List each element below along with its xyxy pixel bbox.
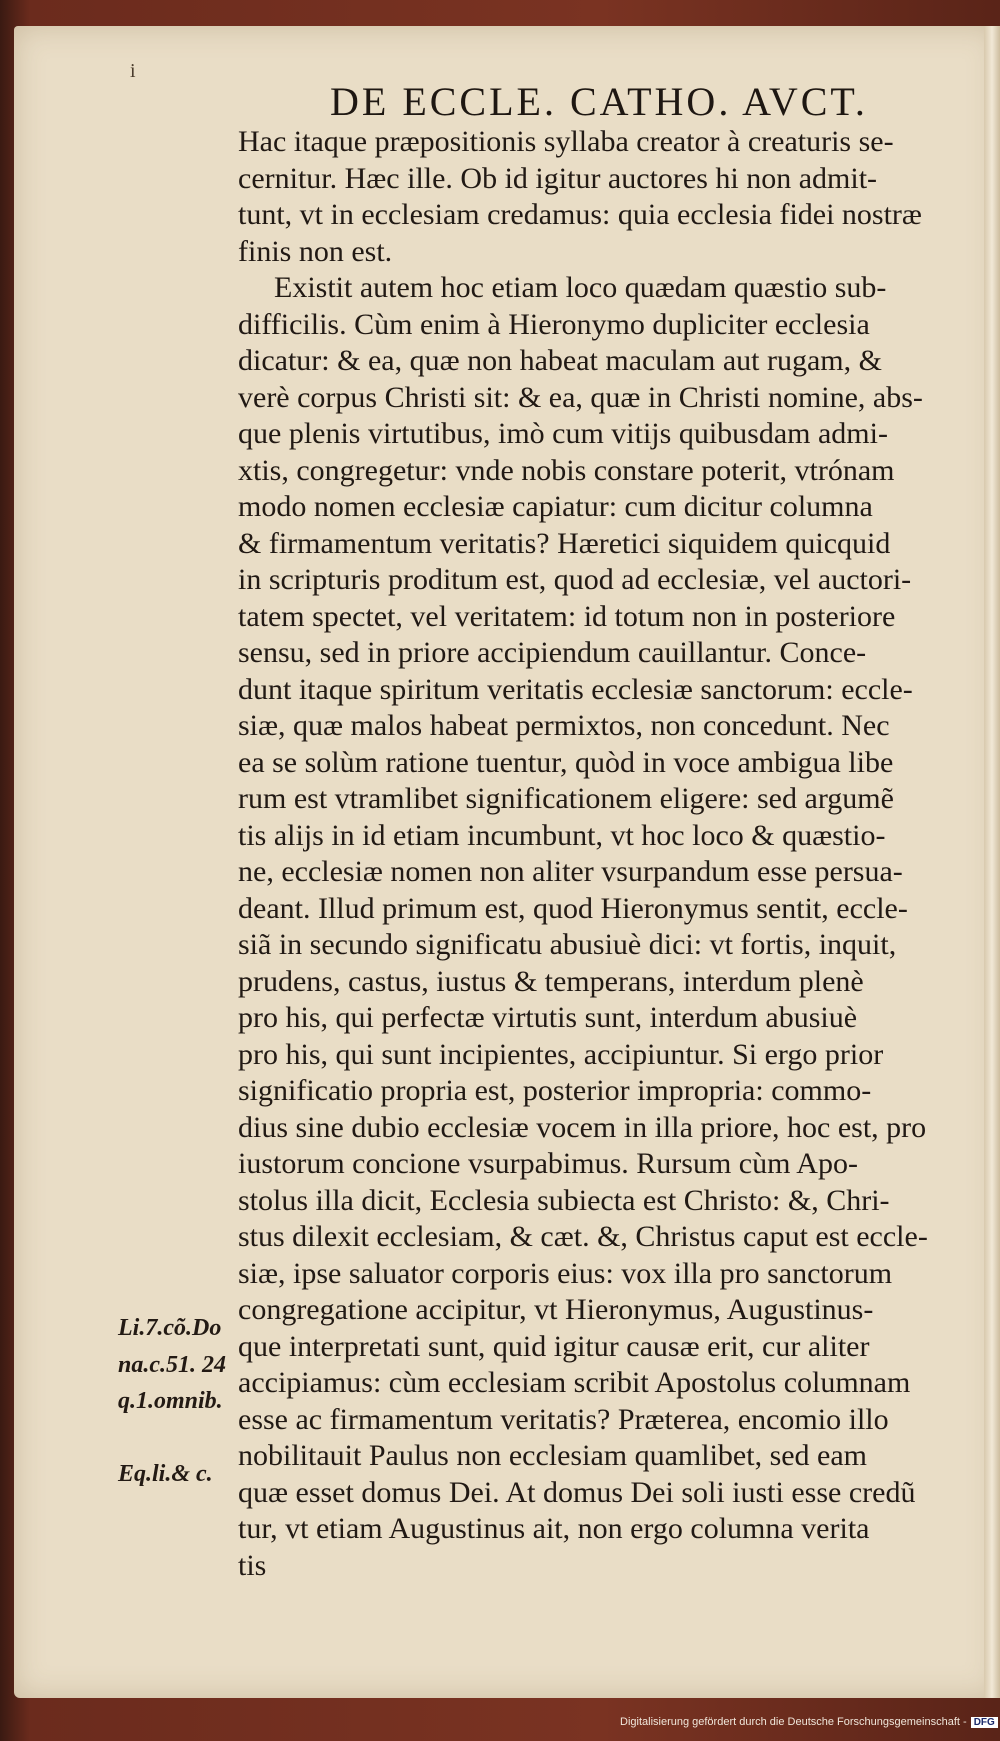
text-line: esse ac firmamentum veritatis? Præterea, encomio illo (238, 1402, 889, 1436)
text-line: dicatur: & ea, quæ non habeat maculam aut rugam, & (238, 344, 882, 377)
text-line: finis non est. (238, 234, 393, 268)
text-line: tatem spectet, vel veritatem: id totum non in posteriore (238, 599, 896, 633)
text-line: tunt, vt in ecclesiam credamus: quia ecclesia fidei nostræ (238, 198, 922, 231)
text-line: tis alijs in id etiam incumbunt, vt hoc loco & quæstio- (238, 818, 886, 852)
text-line: in scripturis proditum est, quod ad ecclesiæ, vel auctori- (238, 563, 912, 596)
text-line: dius sine dubio ecclesiæ vocem in illa priore, hoc est, pro (238, 1110, 927, 1144)
text-line: rum est vtramlibet significationem eligere: sed argumẽ (238, 782, 894, 815)
text-line: pro his, qui perfectæ virtutis sunt, interdum abusiuè (238, 1001, 858, 1034)
body-text (238, 124, 998, 1584)
margin-note: Li.7.cõ.Do (118, 1315, 222, 1341)
text-line: ea se solùm ratione tuentur, quòd in voce ambigua libe (238, 745, 894, 779)
text-line: quæ esset domus Dei. At domus Dei soli iusti esse credũ (238, 1475, 916, 1509)
text-line: iustorum concione vsurpabimus. Rursum cùm Apo- (238, 1147, 858, 1180)
text-line: Hac itaque præpositionis syllaba creator à creaturis se- (238, 125, 894, 158)
text-line: nobilitauit Paulus non ecclesiam quamlibet, sed eam (238, 1439, 868, 1472)
text-line: dunt itaque spiritum veritatis ecclesiæ sanctorum: eccle- (238, 672, 913, 706)
text-line: xtis, congregetur: vnde nobis constare poterit, vtrónam (238, 453, 895, 487)
margin-note (118, 1420, 258, 1457)
text-line: Existit autem hoc etiam loco quædam quæstio sub- (274, 271, 887, 304)
margin-note: q.1.omnib. (118, 1388, 223, 1414)
text-line: que plenis virtutibus, imò cum vitijs quibusdam admi- (238, 417, 888, 450)
text-line: ne, ecclesiæ nomen non aliter vsurpandum esse persua- (238, 855, 903, 888)
text-line: cernitur. Hæc ille. Ob id igitur auctores hi non admit- (238, 161, 878, 195)
margin-notes (118, 1310, 258, 1493)
text-line: & firmamentum veritatis? Hæretici siquidem quicquid (238, 526, 891, 560)
text-line: verè corpus Christi sit: & ea, quæ in Christi nomine, abs- (238, 380, 923, 414)
text-line: que interpretati sunt, quid igitur causæ erit, cur aliter (238, 1329, 870, 1363)
digitization-footer (620, 1716, 995, 1728)
margin-note: na.c.51. 24 (118, 1351, 226, 1378)
text-line: accipiamus: cùm ecclesiam scribit Apostolus columnam (238, 1366, 911, 1399)
text-line: pro his, qui sunt incipientes, accipiuntur. Si ergo prior (238, 1037, 884, 1071)
text-line: tur, vt etiam Augustinus ait, non ergo columna verita (238, 1512, 870, 1545)
margin-note: Eq.li.& c. (118, 1461, 213, 1487)
text-line: siæ, ipse saluator corporis eius: vox illa pro sanctorum (238, 1256, 893, 1290)
text-line: congregatione accipitur, vt Hieronymus, Augustinus- (238, 1293, 874, 1326)
footer-text: Digitalisierung gefördert durch die Deutsche Forschungsgemeinschaft - (620, 1716, 967, 1728)
dfg-logo: DFG (971, 1717, 998, 1728)
corner-mark: i (130, 60, 136, 82)
text-line: sensu, sed in priore accipiendum cauillantur. Conce- (238, 636, 867, 669)
text-line: modo nomen ecclesiæ capiatur: cum dicitur columna (238, 490, 873, 523)
text-line: siæ, quæ malos habeat permixtos, non concedunt. Nec (238, 709, 890, 742)
text-line: stolus illa dicit, Ecclesia subiecta est Christo: &, Chri- (238, 1183, 890, 1217)
text-line: siã in secundo significatu abusiuè dici: vt fortis, inquit, (238, 928, 897, 961)
text-line: stus dilexit ecclesiam, & cæt. &, Christus caput est eccle- (238, 1220, 928, 1253)
text-line: significatio propria est, posterior impropria: commo- (238, 1074, 872, 1107)
text-line: deant. Illud primum est, quod Hieronymus sentit, eccle- (238, 891, 908, 925)
running-head: DE ECCLE. CATHO. AVCT. (330, 79, 868, 124)
text-line: tis (238, 1548, 267, 1582)
text-line: prudens, castus, iustus & temperans, interdum plenè (238, 964, 864, 998)
text-line: difficilis. Cùm enim à Hieronymo dupliciter ecclesia (238, 307, 870, 341)
